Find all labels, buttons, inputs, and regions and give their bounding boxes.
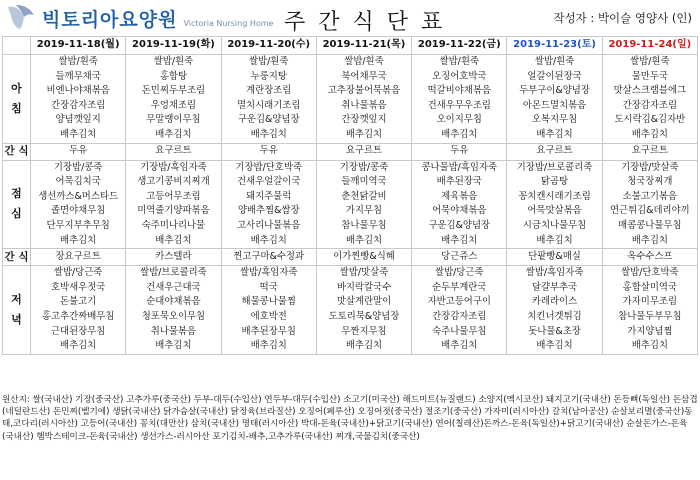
logo [6, 3, 273, 31]
menu-cell [316, 55, 411, 144]
menu-cell [126, 266, 221, 355]
menu-item: 북어채무국 [341, 70, 387, 82]
snack-am-row [3, 143, 698, 160]
menu-item: 돗나물&초장 [528, 325, 581, 337]
menu-item: 달걀부추국 [531, 281, 578, 293]
date-header: 2019-11-19(화) [126, 37, 221, 55]
menu-item: 도시락김&김자반 [614, 114, 686, 126]
menu-item: 배추김치 [536, 340, 573, 352]
menu-item: 콩나물밥/흑임자죽 [421, 161, 498, 173]
menu-item: 기장밥/콩죽 [53, 161, 103, 173]
menu-item: 우엉채조림 [150, 99, 197, 111]
menu-item: 근대된장무침 [50, 325, 106, 337]
menu-item: 해물콩나물찜 [241, 296, 296, 308]
snack-cell: 옥수수스프 [602, 249, 697, 266]
snack-cell: 두유 [412, 143, 507, 160]
menu-item: 쌀밥/흰죽 [439, 56, 479, 67]
menu-item: 배추김치 [60, 234, 97, 246]
menu-item: 쌀밥/흰죽 [153, 56, 194, 67]
menu-item: 누룽지탕 [250, 70, 287, 82]
menu-item: 가자미무조림 [622, 296, 678, 308]
menu-item: 떡국 [259, 281, 278, 293]
menu-item: 쌀밥/흰죽 [344, 56, 384, 67]
menu-item: 도토리묵&양념장 [328, 310, 400, 322]
menu-item: 배추김치 [60, 340, 97, 352]
menu-item: 얼갈이된장국 [527, 70, 582, 82]
meal-label-char: 침 [11, 101, 22, 115]
menu-item: 가지양념찜 [627, 325, 673, 337]
menu-item: 춘천닭갈비 [341, 190, 387, 202]
menu-item: 고사리나물볶음 [237, 219, 301, 231]
snack-cell: 요구르트 [602, 143, 697, 160]
menu-item: 오이지무침 [436, 114, 482, 126]
snack-cell: 당근쥬스 [412, 249, 507, 266]
menu-item: 배추김치 [536, 234, 573, 246]
menu-cell [507, 55, 602, 144]
menu-cell [221, 55, 316, 144]
writer-info: 작성자 : 박이슬 영양사 (인) [553, 11, 692, 25]
menu-item: 오징어호박국 [432, 70, 487, 82]
menu-item: 배추김치 [250, 128, 287, 140]
menu-item: 기장밥/브로콜리죽 [516, 161, 593, 173]
menu-item: 배추김치 [250, 234, 287, 246]
menu-item: 쌀밥/브로콜리죽 [140, 267, 207, 279]
menu-cell [507, 160, 602, 249]
menu-item: 취나물볶음 [341, 99, 387, 111]
menu-item: 기장밥/단호박죽 [235, 161, 302, 173]
menu-item: 배추김치 [345, 234, 383, 246]
menu-item: 쌀밥/단호박죽 [621, 267, 679, 279]
menu-cell [221, 160, 316, 249]
snack-cell: 장요구르트 [31, 249, 126, 266]
menu-item: 배추김치 [441, 128, 478, 140]
menu-item: 홍고추간짜배무침 [41, 310, 115, 322]
menu-item: 배추김치 [155, 340, 192, 352]
menu-item: 건새우얼갈이국 [237, 176, 301, 188]
lunch-label [3, 160, 31, 249]
date-header-sunday: 2019-11-24(일) [602, 37, 697, 55]
menu-cell [412, 266, 507, 355]
menu-cell [126, 160, 221, 249]
menu-item: 닭곰탕 [540, 176, 569, 188]
menu-item: 계란장조림 [246, 85, 292, 97]
menu-item: 배추김치 [441, 234, 478, 246]
weekly-menu-table [2, 36, 698, 355]
menu-item: 참나물두부무침 [618, 310, 682, 322]
snack-label: 간 식 [3, 143, 31, 160]
menu-item: 쌀밥/맛살죽 [339, 267, 389, 279]
menu-item: 단무지부추무침 [46, 219, 110, 231]
menu-item: 꽁치캔시래기조림 [518, 190, 591, 202]
brand-name: 빅토리아요양원 [42, 9, 178, 31]
menu-item: 쌀밥/당근죽 [53, 267, 103, 279]
corner-cell [3, 37, 31, 55]
snack-cell: 이가찐빵&식혜 [316, 249, 411, 266]
snack-pm-row [3, 249, 698, 266]
menu-item: 홍합살미역국 [622, 281, 678, 293]
snack-cell: 두유 [31, 143, 126, 160]
menu-item: 순대야채볶음 [146, 296, 201, 308]
menu-item: 미역줄기양파볶음 [137, 205, 210, 217]
menu-item: 돈민찌두부조림 [141, 85, 206, 97]
menu-item: 배추김치 [631, 340, 668, 352]
menu-item: 물만두국 [631, 70, 668, 82]
menu-item: 쌀밥/흰죽 [534, 56, 575, 67]
menu-item: 쌀밥/흰죽 [249, 56, 289, 67]
menu-item: 순두부계란국 [432, 281, 487, 293]
menu-item: 배추김치 [631, 128, 668, 140]
menu-item: 양배추찜&쌈장 [237, 205, 300, 217]
date-header: 2019-11-22(금) [412, 37, 507, 55]
menu-item: 배추김치 [631, 234, 668, 246]
menu-item: 카레라이스 [531, 296, 578, 308]
menu-item: 치킨너겟튀김 [527, 310, 582, 322]
menu-item: 돈불고기 [60, 296, 97, 308]
menu-item: 양념깻잎지 [55, 114, 101, 126]
menu-item: 배추된장무침 [241, 325, 296, 337]
menu-item: 구운김&양념장 [237, 114, 300, 126]
menu-item: 건새우근대국 [146, 281, 201, 293]
snack-cell: 찐고구마&수정과 [221, 249, 316, 266]
menu-item: 어묵김치국 [55, 176, 101, 188]
menu-item: 무짠지무침 [341, 325, 387, 337]
menu-item: 쌀밥/흑임자죽 [525, 267, 584, 279]
menu-item: 숙주미나리나물 [141, 219, 206, 231]
date-header: 2019-11-18(월) [31, 37, 126, 55]
menu-item: 기장밥/맛살죽 [621, 161, 679, 173]
logo-mark-icon [6, 3, 36, 31]
menu-item: 배추김치 [250, 340, 287, 352]
menu-cell [412, 160, 507, 249]
date-header-row [3, 37, 698, 55]
menu-cell [602, 160, 697, 249]
menu-item: 떡갈비야채볶음 [427, 85, 491, 97]
breakfast-row [3, 55, 698, 144]
menu-item: 쌀밥/당근죽 [435, 267, 484, 279]
menu-item: 쌀밥/흑임자죽 [239, 267, 298, 279]
menu-item: 매콤콩나물무침 [618, 219, 682, 231]
page-header [0, 0, 700, 34]
menu-item: 시금치나물무침 [522, 219, 587, 231]
menu-item: 고추장불어묵볶음 [327, 85, 401, 97]
menu-cell [126, 55, 221, 144]
menu-item: 돼지주물럭 [246, 190, 292, 202]
menu-item: 구운김&양념장 [428, 219, 491, 231]
meal-label-char: 아 [11, 81, 22, 95]
menu-cell [31, 266, 126, 355]
menu-item: 배추김치 [155, 128, 192, 140]
menu-item: 맛살계란말이 [336, 296, 392, 308]
brand-subtitle: Victoria Nursing Home [183, 19, 274, 28]
snack-cell: 단팥빵&매실 [507, 249, 602, 266]
menu-item: 청국장찌개 [627, 176, 673, 188]
menu-item: 배추김치 [60, 128, 97, 140]
menu-item: 간장깻잎지 [341, 114, 387, 126]
snack-cell: 요구르트 [126, 143, 221, 160]
menu-item: 맛살스크램블에그 [613, 85, 687, 97]
menu-item: 청포묵오이무침 [141, 310, 206, 322]
menu-item: 제육볶음 [441, 190, 478, 202]
origin-note: 원산지: 쌀(국내산) 기장(중국산) 고추가루(중국산) 두부-대두(수입산) 연두부-대두(수입산) 소고기(미국산) 해드미트(뉴질랜드) 소양지(멕시코산) 돼지고기(국내산) 돈등뼈(독일산) 돈삼겹(네덜란드산) 돈민찌(벨기에) 생닭(국내산) 닭가슴살(국내산) 닭정육(브라질산) 오징어(페루산) 오징어젓(중국산) 절조기(중국산) 가자미(러시아산) 갈치(남아공산) 순살보리멸(중국산)동태,코다리(러시아산) 고등어(국내산) 꽁치(대만산) 삼치(국내산) 명태(러시아산) 박대-돈육(국내산)+닭고기(국내산) 연어(칠레산)돈까스-돈육(독일산)+닭고기(국내산) 순살돈가스-돈육(국내산) 햄박스테이크-돈육(국내산) 생선가스-러시아산 포기김치-배추,고추가루(국내산) 찌개,국물김치(중국산) [2, 395, 698, 442]
menu-item: 가지무침 [345, 205, 383, 217]
menu-item: 생고기콩비지찌개 [137, 176, 210, 188]
menu-item: 바지락칼국수 [336, 281, 392, 293]
menu-item: 홍합탕 [159, 70, 187, 82]
menu-item: 건새우무우조림 [427, 99, 491, 111]
menu-item: 두부구이&양념장 [519, 85, 590, 97]
menu-item: 취나물볶음 [150, 325, 197, 337]
menu-item: 참나물무침 [341, 219, 387, 231]
menu-cell [507, 266, 602, 355]
dinner-row [3, 266, 698, 355]
menu-item: 배추김치 [155, 234, 192, 246]
menu-item: 오복지무침 [531, 114, 578, 126]
menu-item: 어묵맛살볶음 [527, 205, 582, 217]
snack-cell: 요구르트 [507, 143, 602, 160]
menu-item: 고등어무조림 [146, 190, 201, 202]
menu-item: 아몬드멸치볶음 [522, 99, 587, 111]
menu-item: 배추김치 [441, 340, 478, 352]
menu-item: 자반고등어구이 [427, 296, 491, 308]
breakfast-label [3, 55, 31, 144]
menu-item: 들깨무채국 [55, 70, 101, 82]
menu-item: 들깨미역국 [341, 176, 387, 188]
menu-item: 졸면야채무침 [50, 205, 106, 217]
snack-cell: 요구르트 [316, 143, 411, 160]
menu-item: 무말랭이무침 [146, 114, 201, 126]
menu-cell [31, 55, 126, 144]
menu-item: 배추김치 [345, 128, 383, 140]
meal-label-char: 저 [11, 292, 22, 306]
menu-cell [221, 266, 316, 355]
menu-item: 간장감자조림 [432, 310, 487, 322]
menu-cell [316, 266, 411, 355]
menu-item: 숙주나물무침 [432, 325, 487, 337]
snack-cell: 두유 [221, 143, 316, 160]
menu-item: 호박새우젓국 [50, 281, 106, 293]
date-header: 2019-11-20(수) [221, 37, 316, 55]
date-header-saturday: 2019-11-23(토) [507, 37, 602, 55]
menu-item: 기장밥/흑임자죽 [140, 161, 207, 173]
menu-item: 배추김치 [345, 340, 383, 352]
snack-cell: 카스텔라 [126, 249, 221, 266]
page-title: 주간식단표 [284, 10, 456, 35]
menu-item: 배추된장국 [436, 176, 482, 188]
menu-cell [412, 55, 507, 144]
meal-label-char: 녁 [11, 312, 22, 326]
menu-cell [602, 266, 697, 355]
meal-label-char: 심 [11, 207, 22, 221]
menu-item: 생선까스&머스타드 [38, 190, 119, 202]
meal-label-char: 점 [11, 187, 22, 201]
menu-item: 에호박전 [250, 310, 287, 322]
menu-cell [602, 55, 697, 144]
menu-item: 멸치시래기조림 [237, 99, 301, 111]
menu-item: 기장밥/콩죽 [339, 161, 389, 173]
menu-item: 쌀밥/흰죽 [630, 56, 670, 67]
menu-cell [316, 160, 411, 249]
menu-item: 연근튀김&데리야끼 [609, 205, 690, 217]
menu-item: 배추김치 [536, 128, 573, 140]
dinner-label [3, 266, 31, 355]
menu-item: 간장감자조림 [622, 99, 678, 111]
menu-item: 소불고기볶음 [622, 190, 678, 202]
snack-label: 간 식 [3, 249, 31, 266]
menu-item: 간장감자조림 [50, 99, 106, 111]
menu-item: 쌀밥/흰죽 [58, 56, 98, 67]
menu-cell [31, 160, 126, 249]
lunch-row [3, 160, 698, 249]
menu-item: 어묵야채볶음 [432, 205, 487, 217]
date-header: 2019-11-21(목) [316, 37, 411, 55]
menu-item: 비엔나야채볶음 [46, 85, 110, 97]
